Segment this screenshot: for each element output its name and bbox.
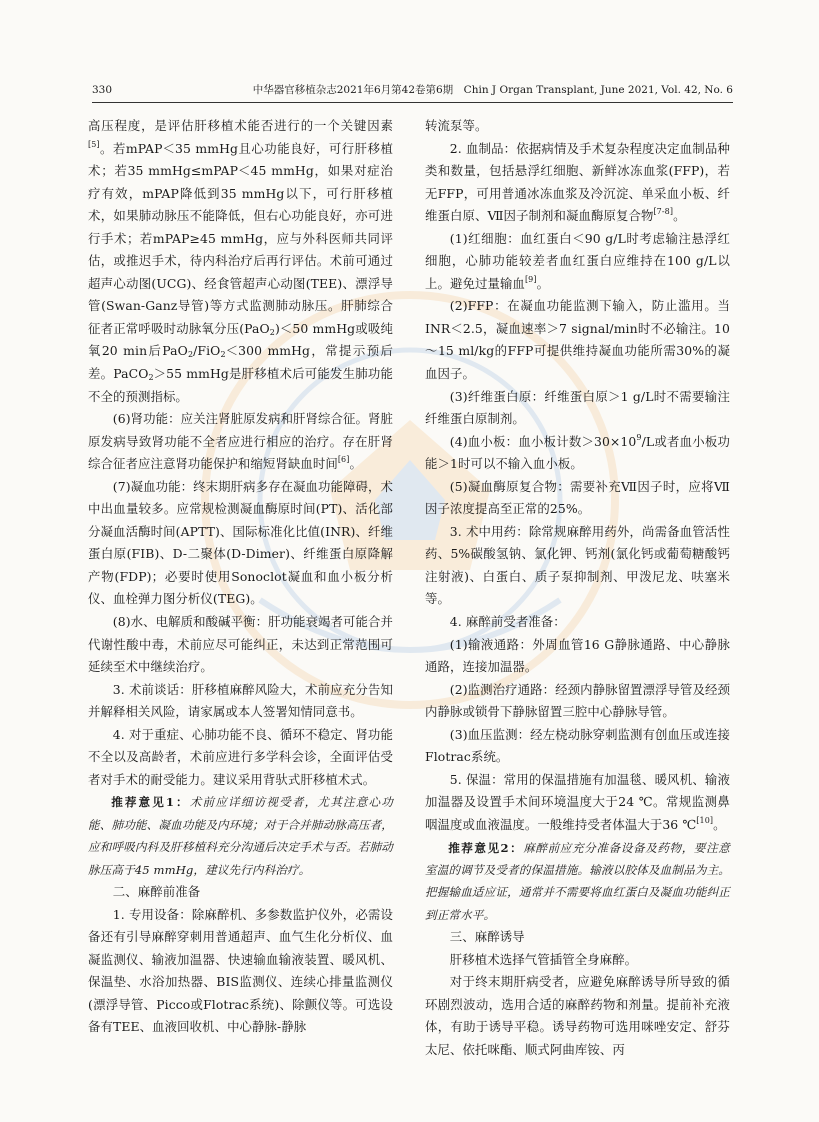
paragraph-red-cells: (1)红细胞：血红蛋白＜90 g/L时考虑输注悬浮红细胞，心肺功能较差者血红蛋白应维持在100 g/L以上。避免过量输血[9]。 [425, 230, 730, 291]
paragraph-continued: 转流泵等。 [425, 118, 488, 133]
section-heading: 二、麻醉前准备 [112, 884, 201, 900]
paragraph-coagulation: (7)凝血功能：终末期肝病多存在凝血功能障碍，术中出血量较多。应常规检测凝血酶原时间(PT)、活化部分凝血活酶时间(APTT)、国际标准化比值(INR)、纤维蛋白原(FIB)、D-二聚体(D-Dimer)、纤维蛋白原降解产物(FDP)；必要时使用Sonoclot凝血和血小板分析仪、血栓弹力图分析仪(TEG)。 [88, 478, 393, 607]
paragraph-induction: 对于终末期肝病受者，应避免麻醉诱导所导致的循环剧烈波动，选用合适的麻醉药物和剂量。提前补充液体，有助于诱导平稳。诱导药物可选用咪唑安定、舒芬太尼、依托咪酯、顺式阿曲库铵、丙 [425, 974, 730, 1057]
paragraph-fibrinogen: (3)纤维蛋白原：纤维蛋白原＞1 g/L时不需要输注纤维蛋白原制剂。 [425, 388, 730, 427]
paragraph-ffp: (2)FFP：在凝血功能监测下输入，防止滥用。当INR＜2.5，凝血速率＞7 signal/min时不必输注。10～15 ml/kg的FFP可提供维持凝血功能所需30%的凝血因子。 [425, 298, 730, 382]
section-heading: 三、麻醉诱导 [449, 929, 525, 945]
paragraph-monitoring-access: (2)监测治疗通路：经颈内静脉留置漂浮导管及经颈内静脉或锁骨下静脉留置三腔中心静脉导管。 [425, 681, 730, 720]
paragraph-bp-monitoring: (3)血压监测：经左桡动脉穿刺监测有创血压或连接Flotrac系统。 [425, 726, 730, 765]
citation-ref[interactable]: [6] [337, 455, 350, 465]
page-number: 330 [92, 84, 113, 96]
paragraph-pulmonary-pressure: 高压程度，是评估肝移植术能否进行的一个关键因素[5]。若mPAP＜35 mmHg且心功能良好，可行肝移植术；若35 mmHg≤mPAP＜45 mmHg，如果对症治疗有效，mPAP降低到35 mmHg以下，可行肝移植术，如果肺动脉压不能降低，但右心功能良好，亦可进行手术；若mPAP≥45 mmHg，应与外科医师共同评估，或推迟手术，待内科治疗后再行评估。术前可通过超声心动图(UCG)、经食管超声心动图(TEE)、漂浮导管(Swan-Ganz导管)等方式监测肺动脉压。肝肺综合征者正常呼吸时动脉氧分压(PaO$_2$)＜50 mmHg或吸纯氧20 min后PaO$_2$/FiO$_2$＜300 mmHg，常提示预后差。PaCO$_2$＞55 mmHg是肝移植术后可能发生肺功能不全的预测指标。 [88, 118, 394, 404]
citation-ref[interactable]: [5] [88, 139, 100, 149]
page-header [92, 82, 733, 103]
paragraph-warming: 5. 保温：常用的保温措施有加温毯、暖风机、输液加温器及设置手术间环境温度大于24 ℃。常规监测鼻咽温度或血液温度。一般维持受者体温大于36 ℃[10]。 [425, 771, 730, 832]
paragraph-intraop-drugs: 3. 术中用药：除常规麻醉用药外，尚需备血管活性药、5%碳酸氢钠、氯化钾、钙剂(氯化钙或葡萄糖酸钙注射液)、白蛋白、质子泵抑制剂、甲泼尼龙、呋塞米等。 [425, 523, 730, 607]
paragraph-electrolytes: (8)水、电解质和酸碱平衡：肝功能衰竭者可能合并代谢性酸中毒，术前应尽可能纠正，未达到正常范围可延续至术中继续治疗。 [88, 614, 393, 675]
citation-ref[interactable]: [10] [696, 815, 714, 825]
recommendation-2: 推荐意见2：麻醉前应充分准备设备及药物，要注意室温的调节及受者的保温措施。输液以胶体及血制品为主。把握输血适应证，通常并不需要将血红蛋白及凝血功能纠正到正常水平。 [425, 840, 730, 922]
paragraph-renal-function: (6)肾功能：应关注肾脏原发病和肝肾综合征。肾脏原发病导致肾功能不全者应进行相应的治疗。存在肝肾综合征者应注意肾功能保护和缩短肾缺血时间[6]。 [88, 411, 393, 472]
paragraph-patient-prep: 4. 麻醉前受者准备： [449, 614, 566, 630]
paragraph-high-risk: 4. 对于重症、心肺功能不良、循环不稳定、肾功能不全以及高龄者，术前应进行多学科会诊，全面评估受者对手术的耐受能力。建议采用背驮式肝移植术式。 [88, 726, 393, 787]
citation-ref[interactable]: [9] [524, 274, 537, 284]
paragraph-anesthesia-choice: 肝移植术选择气管插管全身麻醉。 [449, 951, 638, 967]
paragraph-iv-access: (1)输液通路：外周血管16 G静脉通路、中心静脉通路，连接加温器。 [425, 636, 730, 675]
journal-citation: 中华器官移植杂志2021年6月第42卷第6期 Chin J Organ Transplant, June 2021, Vol. 42, No. 6 [252, 84, 733, 96]
right-column [425, 115, 730, 1061]
paragraph-preop-talk: 3. 术前谈话：肝移植麻醉风险大，术前应充分告知并解释相关风险，请家属或本人签署知情同意书。 [88, 681, 393, 720]
paragraph-equipment: 1. 专用设备：除麻醉机、多参数监护仪外，必需设备还有引导麻醉穿刺用普通超声、血气生化分析仪、血凝监测仪、输液加温器、快速输血输液装置、暖风机、保温垫、水浴加热器、BIS监测仪、连续心排量监测仪(漂浮导管、Picco或Flotrac系统)、除颤仪等。可选设备有TEE、血液回收机、中心静脉-静脉 [88, 906, 393, 1035]
recommendation-1: 推荐意见1：术前应详细访视受者，尤其注意心功能、肺功能、凝血功能及内环境；对于合并肺动脉高压者，应和呼吸内科及肝移植科充分沟通后决定手术与否。若肺动脉压高于45 mmHg，建议先行内科治疗。 [88, 795, 393, 877]
paragraph-platelets: (4)血小板：血小板计数$>30\times 10^9/L$或者血小板功能＞1时可以不输入血小板。 [425, 432, 730, 472]
left-column [88, 115, 393, 1039]
citation-ref[interactable]: [7-8] [653, 207, 674, 217]
paragraph-blood-products: 2. 血制品：依据病情及手术复杂程度决定血制品种类和数量，包括悬浮红细胞、新鲜冰冻血浆(FFP)，若无FFP，可用普通冰冻血浆及冷沉淀、单采血小板、纤维蛋白原、Ⅶ因子制剂和凝血酶原复合物[7-8]。 [425, 140, 730, 224]
paragraph-pcc: (5)凝血酶原复合物：需要补充Ⅶ因子时，应将Ⅶ因子浓度提高至正常的25%。 [425, 478, 730, 517]
